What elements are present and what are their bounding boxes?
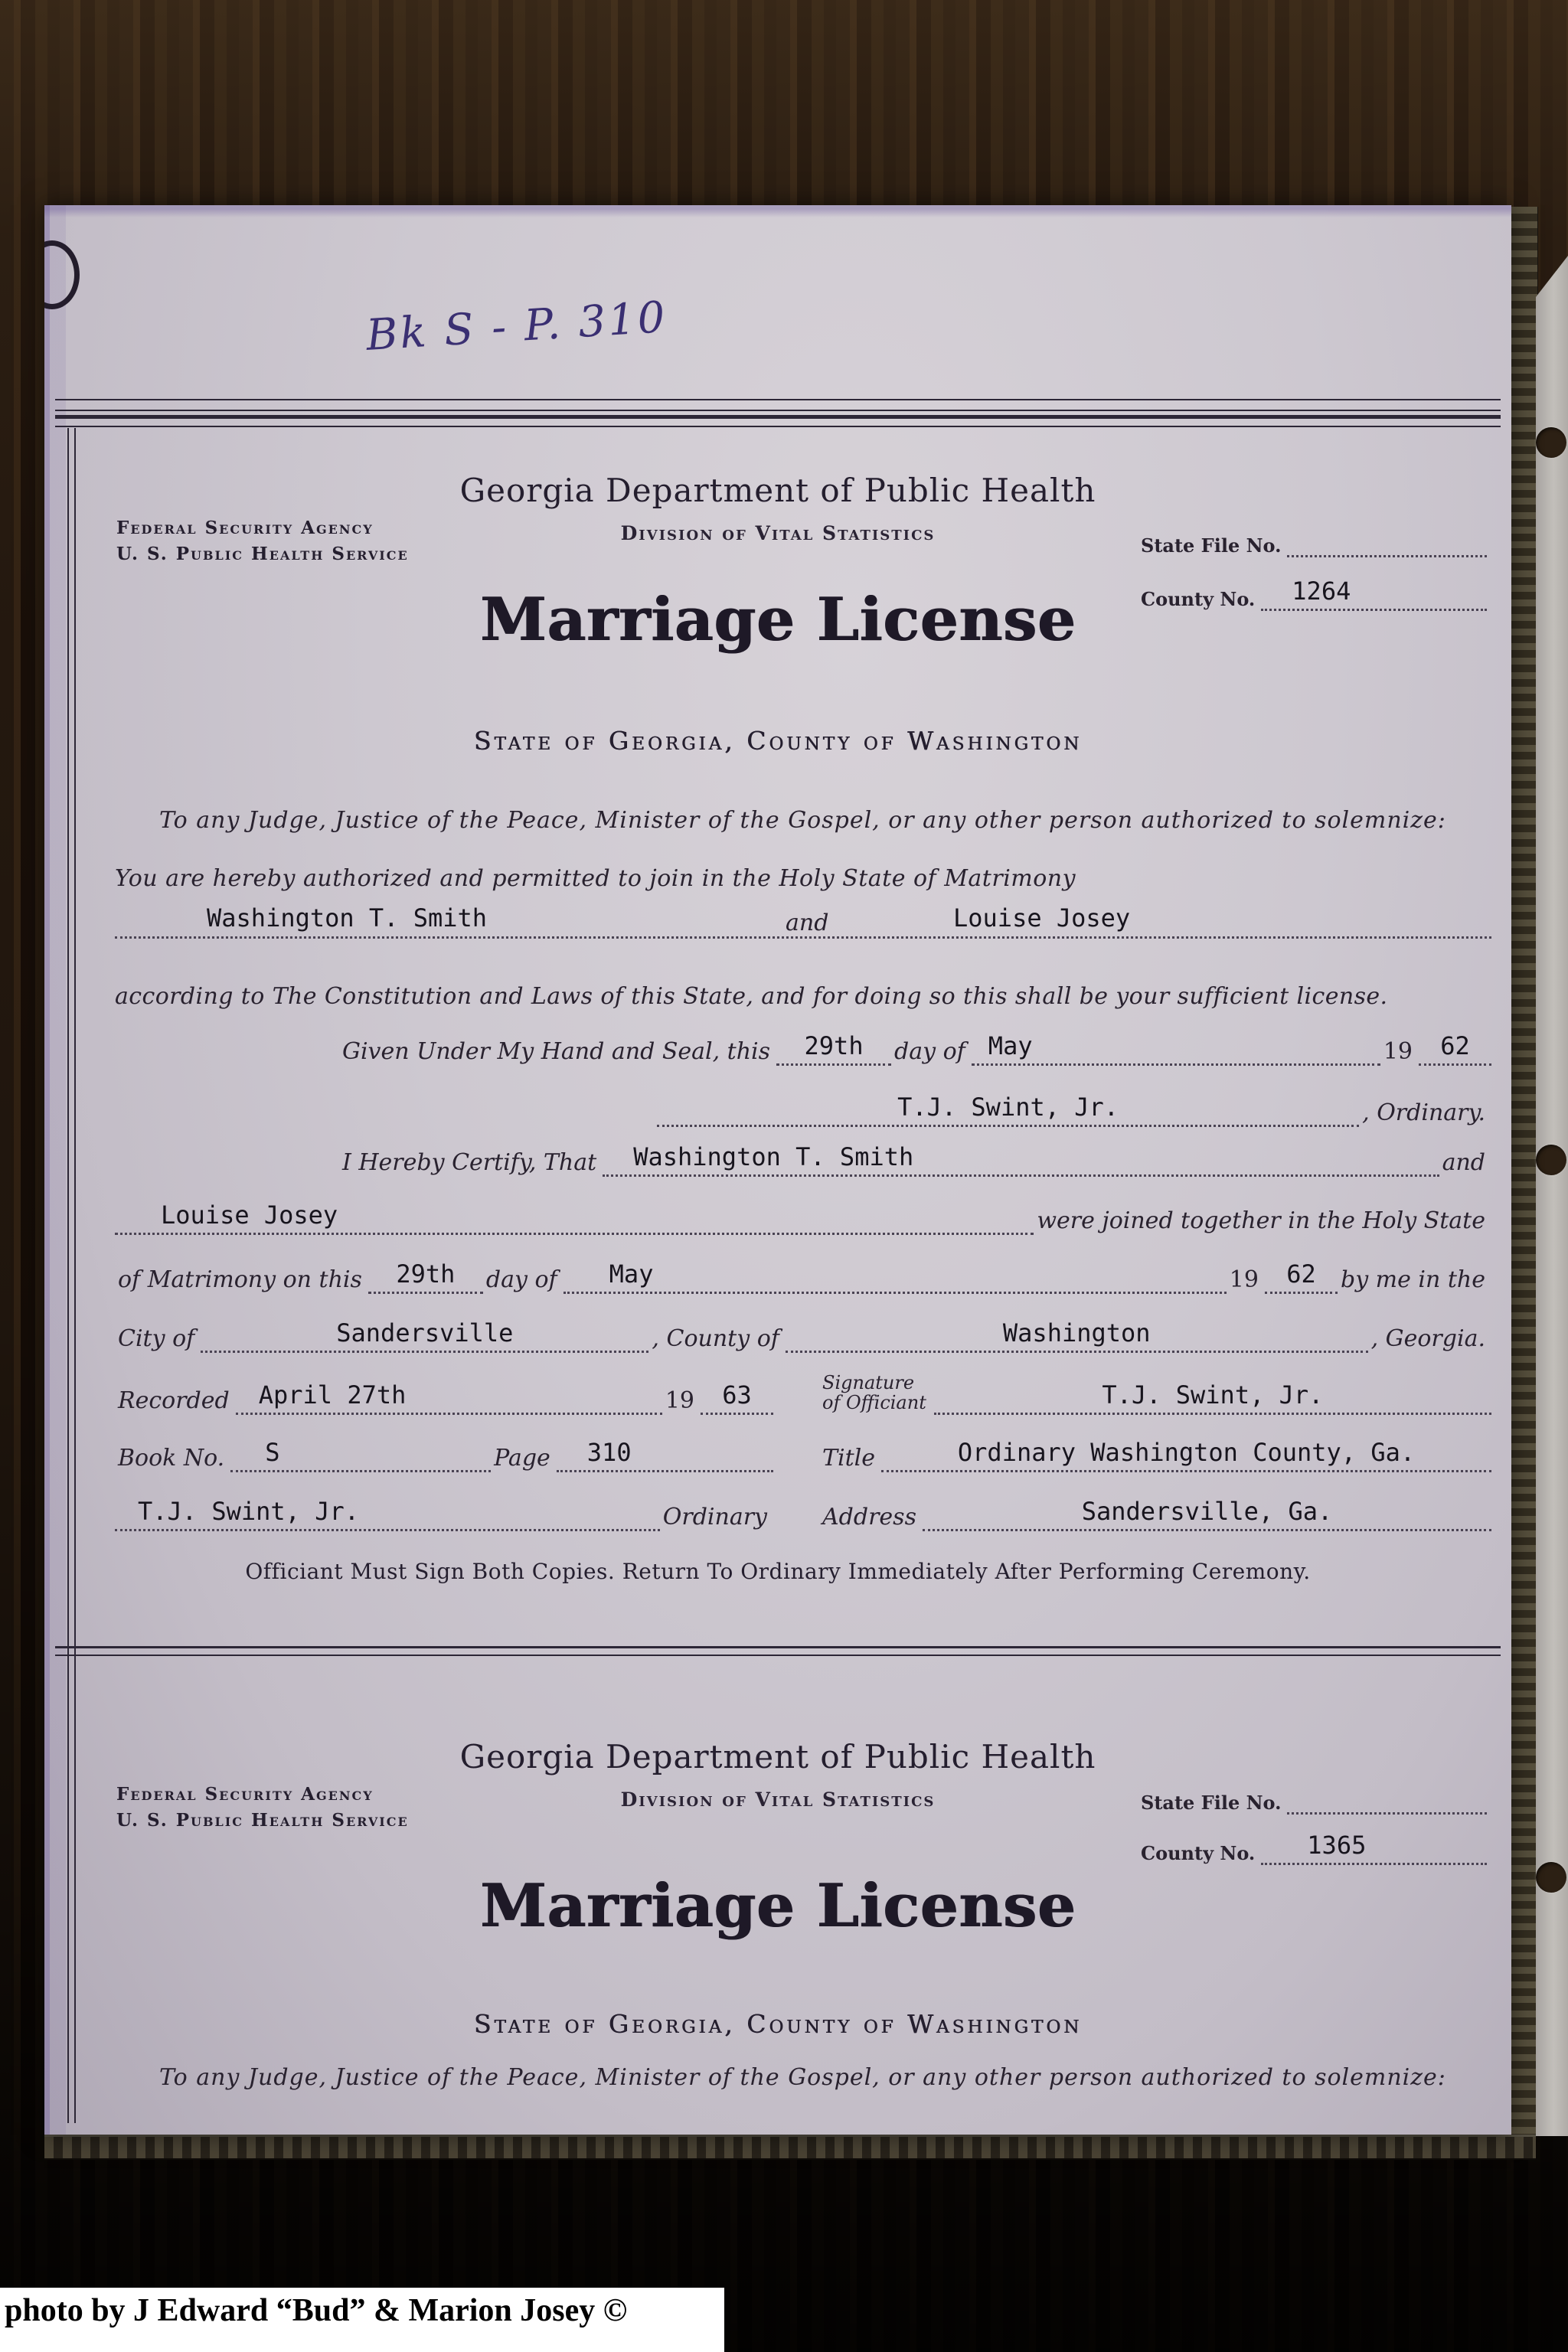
city-row <box>115 1313 1491 1353</box>
joined-row <box>115 1195 1491 1235</box>
book-no-fill <box>230 1438 491 1472</box>
agency-line-1: Federal Security Agency <box>116 518 374 538</box>
officiant-signature-fill <box>934 1380 1491 1415</box>
address-fill <box>923 1497 1491 1531</box>
georgia-label: , Georgia. <box>1370 1325 1485 1352</box>
agency-line-1-form2: Federal Security Agency <box>116 1784 374 1805</box>
partial-digit-mark <box>44 240 80 309</box>
binder-hole-top <box>1536 427 1566 458</box>
certify-groom: Washington T. Smith <box>633 1142 914 1171</box>
rule-line <box>55 426 1501 427</box>
certify-bride-fill <box>115 1200 1034 1235</box>
county-of-label: , County of <box>652 1325 779 1352</box>
rule-line <box>55 415 1501 419</box>
county-no-label: County No. <box>1141 588 1256 610</box>
marriage-year: 62 <box>1286 1259 1316 1289</box>
form-left-border <box>74 428 76 2123</box>
city-fill <box>201 1318 648 1353</box>
day-of-label: day of <box>485 1266 557 1293</box>
given-row <box>339 1026 1491 1066</box>
book-no-label: Book No. <box>118 1445 225 1472</box>
matrimony-label: of Matrimony on this <box>118 1266 362 1293</box>
marriage-month-fill <box>564 1259 1227 1294</box>
page-label: Page <box>494 1445 550 1472</box>
title-fill <box>881 1438 1491 1472</box>
address-label: Address <box>822 1504 916 1530</box>
addressee-line-2: To any Judge, Justice of the Peace, Minister of the Gospel, or any other person authorized to solemnize: <box>159 2064 1446 2091</box>
recorded-year-fill <box>701 1380 773 1415</box>
city-value: Sandersville <box>336 1318 514 1348</box>
county-no-value: 1264 <box>1292 577 1351 606</box>
state-county-heading: State of Georgia, County of Washington <box>473 726 1083 756</box>
given-day: 29th <box>804 1031 864 1060</box>
license-title-2: Marriage License <box>479 1871 1076 1941</box>
book-no-value: S <box>265 1438 280 1467</box>
license-clause: according to The Constitution and Laws of this State, and for doing so this shall be your sufficient license. <box>115 983 1388 1010</box>
authorization-line: You are hereby authorized and permitted to join in the Holy State of Matrimony <box>115 865 1076 892</box>
year-prefix: 19 <box>1383 1038 1413 1065</box>
given-day-fill <box>776 1031 891 1066</box>
given-year: 62 <box>1440 1031 1470 1060</box>
officiant-signature-row <box>819 1369 1491 1415</box>
given-month: May <box>988 1031 1033 1060</box>
page-value: 310 <box>586 1438 632 1467</box>
agency-line-2-form2: U. S. Public Health Service <box>116 1810 409 1831</box>
address-row <box>819 1491 1491 1531</box>
county-no-row-2 <box>1141 1831 1487 1865</box>
state-file-row <box>1141 527 1487 557</box>
county-value: Washington <box>1002 1318 1151 1348</box>
title-value: Ordinary Washington County, Ga. <box>957 1438 1416 1467</box>
signature-label-line2: of Officiant <box>822 1392 926 1414</box>
marriage-day: 29th <box>396 1259 456 1289</box>
addressee-line: To any Judge, Justice of the Peace, Minister of the Gospel, or any other person authorized to solemnize: <box>159 807 1446 834</box>
city-label: City of <box>118 1325 195 1352</box>
year-prefix: 19 <box>665 1387 694 1414</box>
book-row <box>115 1432 773 1472</box>
ordinary-signature-row <box>657 1087 1491 1127</box>
by-me-label: by me in the <box>1340 1266 1485 1293</box>
photo-caption-text: photo by J Edward “Bud” & Marion Josey © <box>5 2293 628 2328</box>
state-county-heading-2: State of Georgia, County of Washington <box>473 2009 1083 2039</box>
matrimony-row <box>115 1254 1491 1294</box>
recorded-date: April 27th <box>258 1380 407 1410</box>
certify-and-label: and <box>1442 1149 1485 1176</box>
parties-row <box>115 899 1491 939</box>
signature-label-line1: Signature <box>822 1372 915 1394</box>
sheet-protector-bottom-edge <box>44 2135 1536 2160</box>
binder-hole-middle <box>1536 1145 1566 1175</box>
county-no-value-2: 1365 <box>1307 1831 1367 1860</box>
recorded-label: Recorded <box>118 1387 230 1414</box>
joined-text: were joined together in the Holy State <box>1037 1207 1485 1234</box>
bride-name: Louise Josey <box>953 903 1131 933</box>
marriage-day-fill <box>368 1259 483 1294</box>
county-no-label-2: County No. <box>1141 1842 1256 1864</box>
county-no-fill-2 <box>1261 1831 1487 1865</box>
year-prefix: 19 <box>1229 1266 1259 1293</box>
title-label: Title <box>822 1445 876 1472</box>
ordinary-title-label: Ordinary <box>662 1504 767 1530</box>
officiant-note: Officiant Must Sign Both Copies. Return To Ordinary Immediately After Performing Ceremony. <box>245 1559 1311 1584</box>
state-file-label-2: State File No. <box>1141 1792 1282 1814</box>
rule-line <box>55 410 1501 411</box>
ordinary-suffix: , Ordinary. <box>1362 1099 1485 1126</box>
county-fill <box>786 1318 1368 1353</box>
binder-hole-bottom <box>1536 1862 1566 1893</box>
address-value: Sandersville, Ga. <box>1081 1497 1333 1526</box>
state-file-row-2 <box>1141 1784 1487 1815</box>
recorded-year: 63 <box>722 1380 752 1410</box>
state-file-label: State File No. <box>1141 534 1282 557</box>
sheet-protector-edge-flap <box>1536 256 1568 2136</box>
license-title: Marriage License <box>479 585 1076 655</box>
marriage-year-fill <box>1265 1259 1338 1294</box>
form-divider-line <box>55 1655 1501 1656</box>
handwritten-book-page-note: Bk S - P. 310 <box>364 292 669 361</box>
sheet-protector-binding-strip <box>1510 207 1538 2136</box>
state-file-blank <box>1287 555 1487 557</box>
agency-line-2: U. S. Public Health Service <box>116 544 409 564</box>
certify-label: I Hereby Certify, That <box>342 1149 597 1176</box>
ordinary-name-row <box>115 1491 773 1531</box>
given-label: Given Under My Hand and Seal, this <box>342 1038 771 1065</box>
department-header-2: Georgia Department of Public Health <box>459 1738 1096 1775</box>
officiant-signature: T.J. Swint, Jr. <box>1102 1380 1324 1410</box>
department-header: Georgia Department of Public Health <box>459 472 1096 509</box>
given-year-fill <box>1419 1031 1491 1066</box>
ordinary-signature-fill <box>657 1093 1359 1127</box>
recorded-row <box>115 1369 773 1415</box>
and-label: and <box>786 910 829 936</box>
certify-row <box>339 1137 1491 1177</box>
certify-groom-fill <box>603 1142 1439 1177</box>
ordinary-signature: T.J. Swint, Jr. <box>897 1093 1119 1122</box>
marriage-month: May <box>609 1259 654 1289</box>
title-row <box>819 1432 1491 1472</box>
form-divider-line <box>55 1646 1501 1648</box>
certify-bride: Louise Josey <box>161 1200 338 1230</box>
photo-caption-bar <box>0 2288 724 2352</box>
day-of-label: day of <box>894 1038 965 1065</box>
state-file-blank-2 <box>1287 1812 1487 1815</box>
given-month-fill <box>972 1031 1380 1066</box>
ordinary-name-fill <box>115 1497 660 1531</box>
signature-of-officiant-label <box>819 1374 934 1415</box>
marriage-license-document <box>44 205 1511 2135</box>
ordinary-name: T.J. Swint, Jr. <box>138 1497 359 1526</box>
form-left-border <box>67 428 69 2123</box>
groom-name: Washington T. Smith <box>207 903 488 933</box>
recorded-date-fill <box>236 1380 662 1415</box>
rule-line <box>55 399 1501 400</box>
page-fill <box>557 1438 773 1472</box>
division-line-form2: Division of Vital Statistics <box>620 1788 936 1811</box>
division-line: Division of Vital Statistics <box>620 522 936 544</box>
